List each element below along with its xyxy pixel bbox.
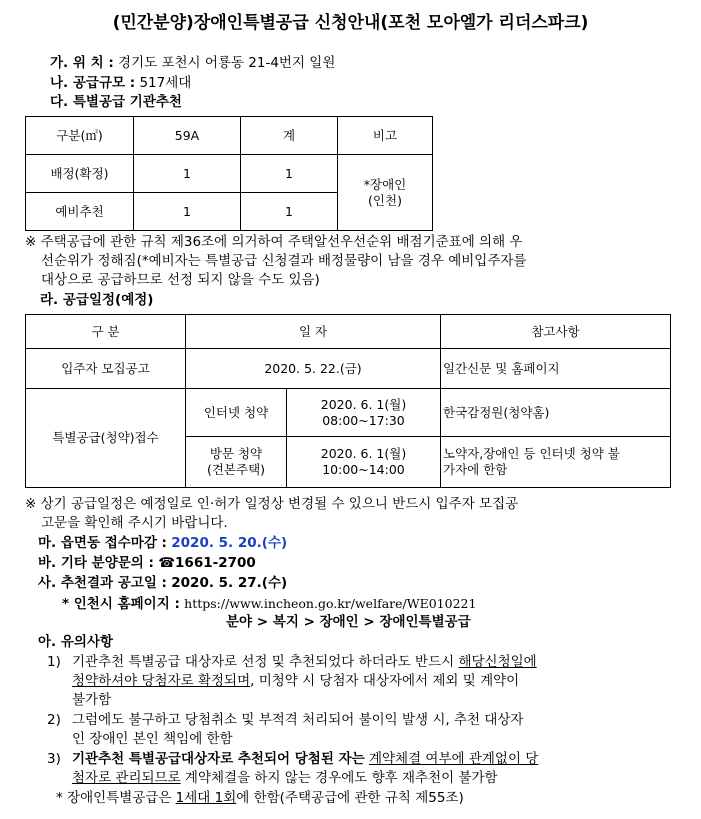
table-row: [26, 155, 433, 193]
caution3-line2-underlined: 첨자로 관리되므로: [72, 770, 181, 786]
caution3-line2-text: 계약체결을 하지 않는 경우에도 향후 재추천이 불가함: [184, 770, 498, 786]
caution3-line1-bold: 기관추천 특별공급대상자로 추천되어 당첨된 자는: [72, 751, 365, 767]
location-row: [50, 54, 335, 73]
schedule-table: [25, 314, 671, 488]
row-label: 배정(확정): [26, 155, 134, 193]
visit-reference: [441, 437, 671, 488]
visit-reference-line2: 가자에 한함: [443, 462, 508, 477]
caution4-text-a: * 장애인특별공급은: [56, 790, 172, 806]
header-category: 구분(㎡): [26, 117, 134, 155]
header-total: 계: [241, 117, 338, 155]
row-total: 1: [241, 193, 338, 231]
inquiry-label: 바. 기타 분양문의 :: [38, 555, 154, 571]
visit-date: 2020. 6. 1(월): [320, 446, 407, 461]
note1-line3: 대상으로 공급하므로 선정 되지 않을 수도 있음): [41, 272, 320, 288]
row-59a: 1: [134, 155, 241, 193]
row-total: 1: [241, 155, 338, 193]
caution1-number: 1): [47, 654, 61, 670]
caution1-line3: 불가함: [72, 692, 112, 708]
result-value: 2020. 5. 27.(수): [171, 575, 288, 591]
result-row: [38, 574, 287, 593]
result-label: 사. 추천결과 공고일 :: [38, 575, 167, 591]
special-supply-label: 다. 특별공급 기관추천: [50, 94, 182, 110]
visit-application-label: [186, 437, 287, 488]
notice-reference: 일간신문 및 홈페이지: [441, 349, 671, 389]
deadline-value: 2020. 5. 20.(수): [171, 535, 288, 551]
remarks-cell: [338, 155, 433, 231]
location-value: 경기도 포천시 어룡동 21-4번지 일원: [118, 55, 336, 71]
homepage-label: * 인천시 홈페이지 :: [62, 596, 180, 612]
homepage-row: [62, 594, 476, 614]
schedule-label: 라. 공급일정(예정): [40, 292, 154, 308]
internet-date: 2020. 6. 1(월): [320, 396, 407, 412]
remarks-line1: *장애인: [363, 176, 407, 192]
row-59a: 1: [134, 193, 241, 231]
internet-application-date: [287, 389, 441, 437]
caution3-line2: [72, 769, 498, 788]
remarks-line2: (인천): [368, 192, 402, 208]
header-date: 일 자: [186, 315, 441, 349]
table-row: [26, 349, 671, 389]
table-row: [26, 389, 671, 437]
allocation-table: [25, 116, 433, 231]
caution4-text-c: 에 한함(주택공급에 관한 규칙 제55조): [236, 790, 464, 806]
deadline-row: [38, 534, 287, 553]
note2-line1: ※ 상기 공급일정은 예정일로 인·허가 일정상 변경될 수 있으니 반드시 입주자 모집공: [25, 496, 519, 512]
caution2-number: 2): [47, 712, 61, 728]
header-59a: 59A: [134, 117, 241, 155]
inquiry-row: [38, 554, 256, 573]
caution1-line1-underlined: 해당신청일에: [458, 654, 537, 670]
menu-path: 분야 > 복지 > 장애인 > 장애인특별공급: [226, 614, 471, 630]
caution4-underlined: 1세대 1회: [175, 790, 237, 806]
caution3-line1: [72, 750, 538, 769]
special-application-label: 특별공급(청약)접수: [26, 389, 186, 488]
caution2-line2: 인 장애인 본인 책임에 한함: [72, 731, 233, 747]
caution1-line1-text: 기관추천 특별공급 대상자로 선정 및 추천되었다 하더라도 반드시: [72, 654, 455, 670]
homepage-link[interactable]: https://www.incheon.go.kr/welfare/WE010221: [184, 596, 477, 611]
visit-label-line1: 방문 청약: [209, 446, 263, 461]
notice-label: 입주자 모집공고: [26, 349, 186, 389]
note1-line2: 선순위가 정해짐(*예비자는 특별공급 신청결과 배정물량이 남을 경우 예비입주자를: [41, 253, 527, 269]
notice-date: 2020. 5. 22.(금): [186, 349, 441, 389]
visit-label-line2: (견본주택): [206, 462, 266, 477]
internet-time: 08:00~17:30: [322, 412, 405, 428]
caution3-number: 3): [47, 751, 61, 767]
header-remarks: 비고: [338, 117, 433, 155]
caution1-line2-text: , 미청약 시 당첨자 대상자에서 제외 및 계약이: [250, 673, 520, 689]
scale-value: 517세대: [139, 75, 192, 91]
caution2-line1: 그럼에도 불구하고 당첨취소 및 부적격 처리되어 불이익 발생 시, 추천 대상자: [72, 712, 524, 728]
visit-reference-line1: 노약자,장애인 등 인터넷 청약 불: [443, 446, 620, 461]
visit-time: 10:00~14:00: [322, 462, 405, 477]
header-reference: 참고사항: [441, 315, 671, 349]
row-label: 예비추천: [26, 193, 134, 231]
caution1-line2: [72, 672, 519, 691]
scale-row: [50, 74, 191, 93]
note1-line1: ※ 주택공급에 관한 규칙 제36조에 의거하여 주택알선우선순위 배점기준표에 의해 우: [25, 234, 523, 250]
internet-application-label: 인터넷 청약: [186, 389, 287, 437]
caution1-line2-underlined: 청약하셔야 당첨자로 확정되며: [72, 673, 251, 689]
cautions-label: 아. 유의사항: [38, 634, 114, 650]
caution4-line: [56, 789, 464, 808]
caution1-line1: [72, 653, 537, 672]
header-type: 구 분: [26, 315, 186, 349]
deadline-label: 마. 읍면동 접수마감 :: [38, 535, 167, 551]
location-label: 가. 위 치 :: [50, 55, 114, 71]
note2-line2: 고문을 확인해 주시기 바랍니다.: [41, 515, 228, 531]
page-title: (민간분양)장애인특별공급 신청안내(포천 모아엘가 리더스파크): [112, 13, 589, 33]
visit-application-date: [287, 437, 441, 488]
internet-reference: 한국감정원(청약홈): [441, 389, 671, 437]
inquiry-phone: ☎1661-2700: [158, 555, 256, 571]
caution3-line1-underlined: 계약체결 여부에 관계없이 당: [368, 751, 539, 767]
scale-label: 나. 공급규모 :: [50, 75, 136, 91]
